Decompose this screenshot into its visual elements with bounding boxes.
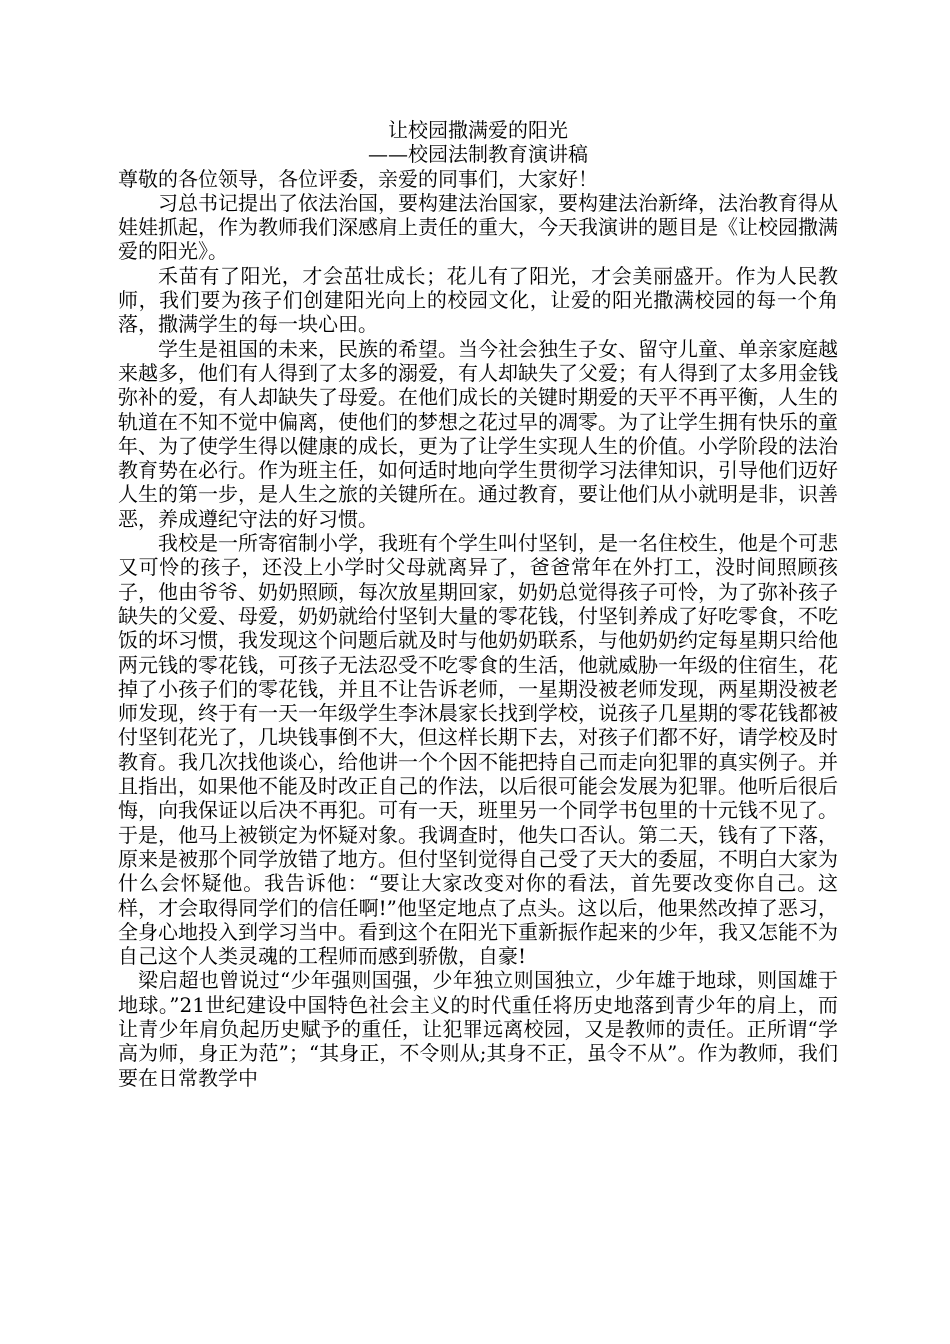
document-title: 让校园撒满爱的阳光 — [388, 118, 568, 142]
paragraph-sunlight: 禾苗有了阳光，才会茁壮成长；花儿有了阳光，才会美丽盛开。作为人民教师，我们要为孩子们创建阳光向上的校园文化，让爱的阳光撒满校园的每一个角落，撒满学生的每一块心田。 — [118, 263, 838, 337]
paragraph-students: 学生是祖国的未来，民族的希望。当今社会独生子女、留守儿童、单亲家庭越来越多，他们有人得到了太多的溺爱，有人却缺失了父爱；有人得到了太多用金钱弥补的爱，有人却缺失了母爱。在他们成长的关键时期爱的天平不再平衡，人生的轨道在不知不觉中偏离，使他们的梦想之花过早的凋零。为了让学生拥有快乐的童年、为了使学生得以健康的成长，更为了让学生实现人生的价值。小学阶段的法治教育势在必行。作为班主任，如何适时地向学生贯彻学习法律知识，引导他们迈好人生的第一步，是人生之旅的关键所在。通过教育，要让他们从小就明是非，识善恶，养成遵纪守法的好习惯。 — [118, 336, 838, 531]
paragraph-intro: 习总书记提出了依法治国，要构建法治国家，要构建法治新绛，法治教育得从娃娃抓起，作为教师我们深感肩上责任的重大，今天我演讲的题目是《让校园撒满爱的阳光》。 — [118, 190, 838, 264]
document-page — [118, 118, 838, 1090]
document-subtitle: ——校园法制教育演讲稿 — [368, 142, 588, 167]
paragraph-story: 我校是一所寄宿制小学，我班有个学生叫付坚钊，是一名住校生，他是个可悲又可怜的孩子，还没上小学时父母就离异了，爸爸常年在外打工，没时间照顾孩子，他由爷爷、奶奶照顾，每次放星期回家，奶奶总觉得孩子可怜，为了弥补孩子缺失的父爱、母爱，奶奶就给付坚钊大量的零花钱，付坚钊养成了好吃零食，不吃饭的坏习惯，我发现这个问题后就及时与他奶奶联系，与他奶奶约定每星期只给他两元钱的零花钱，可孩子无法忍受不吃零食的生活，他就威胁一年级的住宿生，花掉了小孩子们的零花钱，并且不让告诉老师，一星期没被老师发现，两星期没被老师发现，终于有一天一年级学生李沐晨家长找到学校，说孩子几星期的零花钱都被付坚钊花光了，几块钱事倒不大，但这样长期下去，对孩子们都不好，请学校及时教育。我几次找他谈心，给他讲一个个因不能把持自己而走向犯罪的真实例子。并且指出，如果他不能及时改正自己的作法，以后很可能会发展为犯罪。他听后很后悔，向我保证以后决不再犯。可有一天，班里另一个同学书包里的十元钱不见了。于是，他马上被锁定为怀疑对象。我调查时，他失口否认。第二天，钱有了下落，原来是被那个同学放错了地方。但付坚钊觉得自己受了天大的委屈，不明白大家为什么会怀疑他。我告诉他：“要让大家改变对你的看法，首先要改变你自己。这样，才会取得同学们的信任啊!”他坚定地点了点头。这以后，他果然改掉了恶习，全身心地投入到学习当中。看到这个在阳光下重新振作起来的少年，我又怎能不为自己这个人类灵魂的工程师而感到骄傲，自豪! — [118, 531, 838, 969]
salutation: 尊敬的各位领导，各位评委，亲爱的同事们，大家好！ — [118, 166, 598, 191]
paragraph-liang-qichao: 梁启超也曾说过“少年强则国强，少年独立则国独立，少年雄于地球，则国雄于地球。”21世纪建设中国特色社会主义的时代重任将历史地落到青少年的肩上，而让青少年肩负起历史赋予的重任，让犯罪远离校园，又是教师的责任。正所谓“学高为师，身正为范”；“其身正，不令则从;其身不正，虽令不从”。作为教师，我们要在日常教学中 — [118, 968, 838, 1090]
